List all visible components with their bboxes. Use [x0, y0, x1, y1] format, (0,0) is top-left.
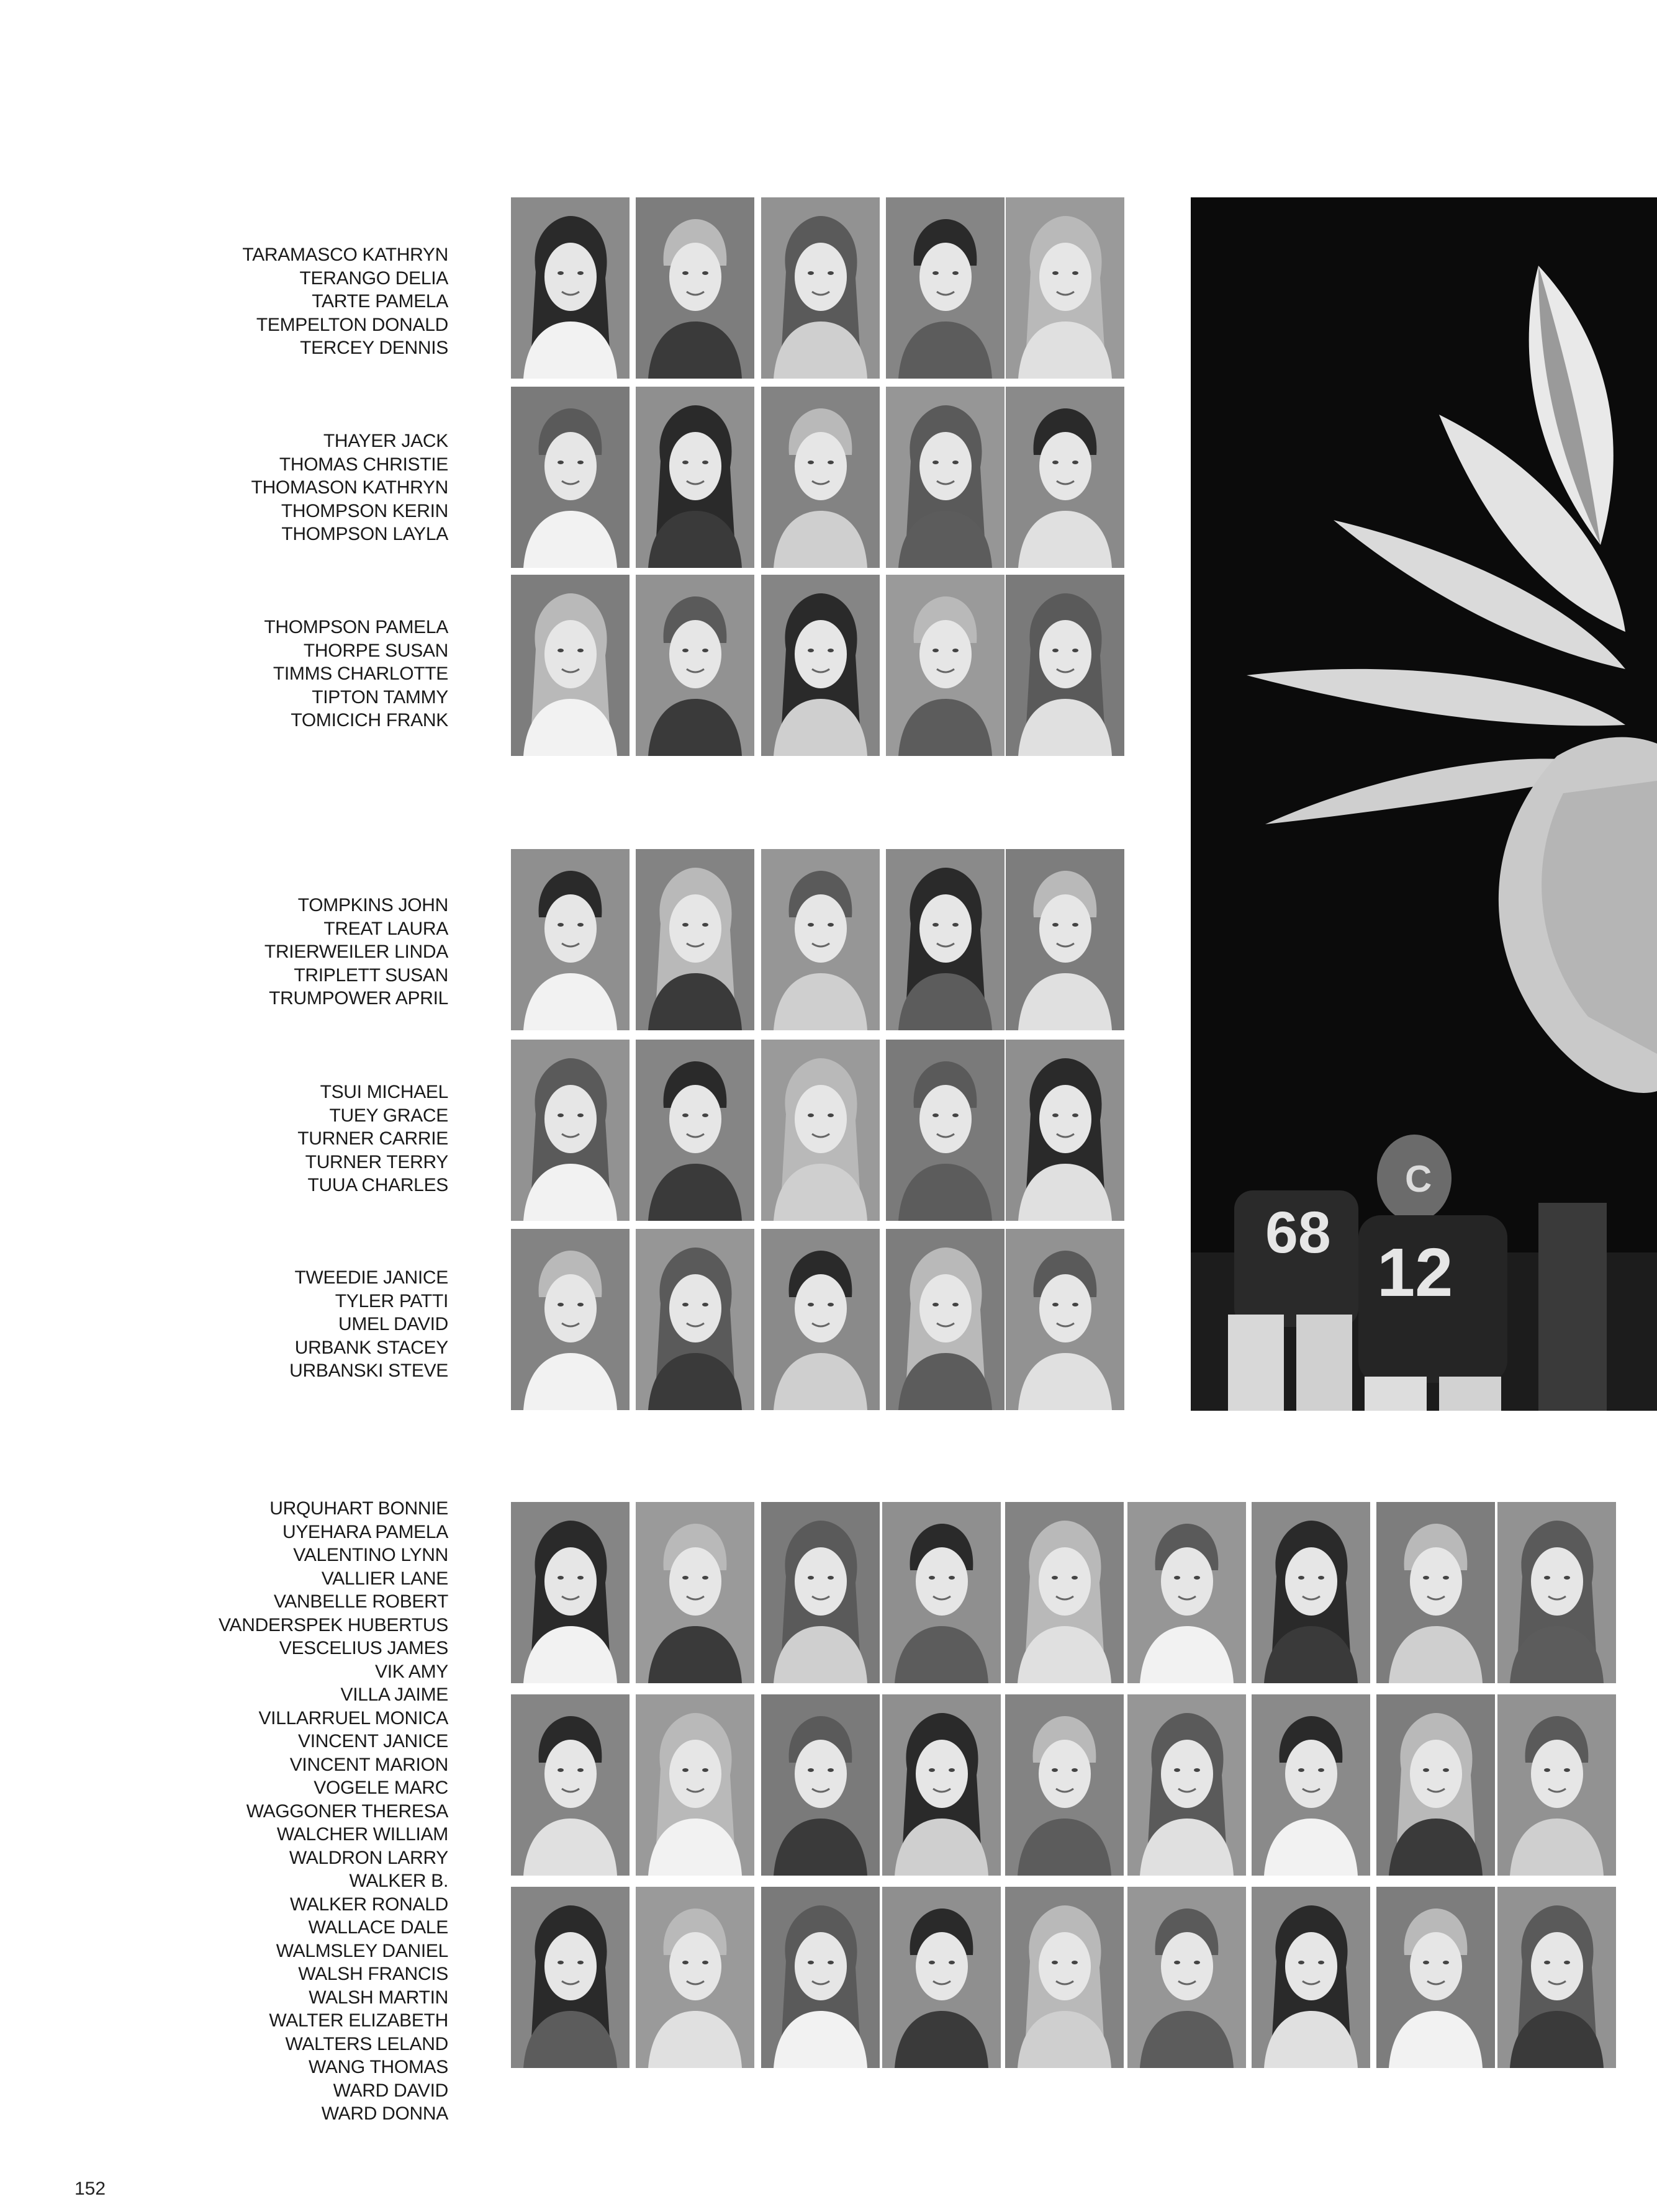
student-name: VINCENT MARION: [289, 1754, 448, 1775]
student-name: WAGGONER THERESA: [246, 1801, 448, 1822]
student-portrait: [1006, 1040, 1124, 1221]
student-portrait: [511, 1887, 630, 2068]
student-name: WALTER ELIZABETH: [269, 2010, 448, 2031]
student-portrait: [761, 1229, 880, 1410]
student-portrait: [511, 1502, 630, 1683]
student-portrait: [1127, 1694, 1246, 1876]
student-portrait: [636, 197, 754, 379]
student-name: WALTERS LELAND: [285, 2033, 448, 2054]
student-portrait: [1005, 1887, 1124, 2068]
student-name: TRIERWEILER LINDA: [264, 942, 448, 962]
student-name: TERANGO DELIA: [299, 268, 448, 289]
student-name: WANG THOMAS: [308, 2057, 448, 2077]
student-name: TUUA CHARLES: [307, 1175, 448, 1195]
student-name: VESCELIUS JAMES: [279, 1638, 448, 1658]
student-portrait: [636, 1229, 754, 1410]
student-name: UMEL DAVID: [338, 1314, 448, 1334]
student-name: THAYER JACK: [323, 431, 448, 451]
student-name: TURNER CARRIE: [297, 1128, 448, 1149]
student-portrait: [511, 1229, 630, 1410]
student-name: WALDRON LARRY: [289, 1847, 448, 1868]
student-portrait: [761, 1040, 880, 1221]
student-portrait: [1006, 1229, 1124, 1410]
student-name: URBANK STACEY: [294, 1337, 448, 1358]
student-portrait: [886, 575, 1005, 756]
name-list-group-3: [155, 616, 448, 732]
student-name: URBANSKI STEVE: [289, 1360, 448, 1381]
svg-text:C: C: [1405, 1158, 1432, 1200]
feature-photo-football: [1191, 197, 1657, 1411]
student-portrait: [882, 1502, 1001, 1683]
page-number: 152: [74, 2178, 106, 2199]
student-name: TSUI MICHAEL: [320, 1082, 448, 1102]
student-portrait: [1005, 1694, 1124, 1876]
student-name: TRIPLETT SUSAN: [294, 964, 448, 986]
student-name: WALKER B.: [349, 1871, 448, 1891]
name-list-group-6: [155, 1266, 448, 1383]
name-list-group-7: [155, 1497, 448, 2126]
student-portrait: [882, 1694, 1001, 1876]
student-portrait: [511, 1040, 630, 1221]
student-portrait: [511, 575, 630, 756]
student-portrait: [1006, 575, 1124, 756]
student-name: VILLA JAIME: [340, 1684, 448, 1705]
student-name: WALMSLEY DANIEL: [276, 1940, 448, 1961]
student-name: VIK AMY: [375, 1661, 448, 1682]
student-name: WALSH FRANCIS: [298, 1964, 448, 1984]
student-portrait: [636, 1040, 754, 1221]
student-portrait: [1376, 1694, 1495, 1876]
student-portrait: [1497, 1694, 1616, 1876]
student-name: THOMPSON KERIN: [281, 500, 448, 521]
student-name: TARAMASCO KATHRYN: [242, 245, 448, 265]
student-portrait: [1127, 1502, 1246, 1683]
student-name: TUEY GRACE: [329, 1105, 448, 1126]
student-portrait: [636, 387, 754, 568]
student-portrait: [886, 1040, 1005, 1221]
student-portrait: [882, 1887, 1001, 2068]
student-name: VALENTINO LYNN: [293, 1545, 448, 1565]
student-portrait: [761, 387, 880, 568]
student-portrait: [761, 1694, 880, 1876]
student-name: THOMAS CHRISTIE: [279, 454, 448, 475]
student-portrait: [761, 197, 880, 379]
student-portrait: [761, 849, 880, 1030]
student-portrait: [761, 1887, 880, 2068]
student-name: TIPTON TAMMY: [312, 686, 448, 708]
student-portrait: [1497, 1502, 1616, 1683]
name-list-group-5: [155, 1081, 448, 1197]
student-name: WARD DAVID: [333, 2080, 448, 2101]
student-portrait: [1497, 1887, 1616, 2068]
student-portrait: [1006, 387, 1124, 568]
student-name: VOGELE MARC: [314, 1778, 448, 1798]
student-name: VINCENT JANICE: [298, 1731, 448, 1751]
student-name: TOMPKINS JOHN: [297, 895, 448, 915]
name-list-group-2: [155, 429, 448, 546]
student-portrait: [1005, 1502, 1124, 1683]
student-name: WALLACE DALE: [308, 1917, 448, 1938]
student-portrait: [1252, 1502, 1370, 1683]
student-name: VALLIER LANE: [321, 1568, 448, 1589]
student-name: VILLARRUEL MONICA: [258, 1707, 448, 1729]
student-portrait: [511, 849, 630, 1030]
student-portrait: [1376, 1887, 1495, 2068]
student-name: THOMASON KATHRYN: [251, 477, 448, 498]
student-portrait: [886, 1229, 1005, 1410]
svg-text:12: 12: [1377, 1234, 1453, 1311]
student-portrait: [1376, 1502, 1495, 1683]
student-name: TOMICICH FRANK: [291, 710, 448, 731]
student-portrait: [886, 849, 1005, 1030]
student-portrait: [636, 849, 754, 1030]
student-portrait: [886, 387, 1005, 568]
student-portrait: [636, 1887, 754, 2068]
student-portrait: [761, 575, 880, 756]
student-name: TRUMPOWER APRIL: [269, 988, 448, 1009]
student-name: WALCHER WILLIAM: [276, 1824, 448, 1845]
student-portrait: [761, 1502, 880, 1683]
student-name: WALKER RONALD: [289, 1894, 448, 1915]
student-name: UYEHARA PAMELA: [282, 1521, 448, 1542]
student-name: TYLER PATTI: [335, 1290, 448, 1311]
student-name: WALSH MARTIN: [309, 1987, 448, 2008]
student-portrait: [511, 387, 630, 568]
student-name: TEMPELTON DONALD: [256, 314, 448, 335]
student-name: THOMPSON PAMELA: [264, 617, 448, 637]
student-name: WARD DONNA: [321, 2103, 448, 2124]
svg-text:68: 68: [1265, 1200, 1331, 1266]
student-name: THOMPSON LAYLA: [281, 524, 448, 544]
student-portrait: [511, 197, 630, 379]
student-name: TARTE PAMELA: [312, 291, 448, 312]
name-list-group-4: [155, 894, 448, 1010]
student-name: TWEEDIE JANICE: [294, 1267, 448, 1288]
student-portrait: [1127, 1887, 1246, 2068]
student-portrait: [511, 1694, 630, 1876]
student-portrait: [1252, 1887, 1370, 2068]
student-portrait: [1252, 1694, 1370, 1876]
student-portrait: [636, 1694, 754, 1876]
student-portrait: [636, 575, 754, 756]
student-portrait: [886, 197, 1005, 379]
student-portrait: [636, 1502, 754, 1683]
student-name: URQUHART BONNIE: [269, 1498, 448, 1519]
student-name: THORPE SUSAN: [303, 640, 448, 661]
student-name: TERCEY DENNIS: [300, 338, 448, 358]
student-name: TREAT LAURA: [323, 918, 448, 939]
student-name: VANBELLE ROBERT: [273, 1591, 448, 1612]
name-list-group-1: [155, 243, 448, 360]
student-portrait: [1006, 197, 1124, 379]
student-portrait: [1006, 849, 1124, 1030]
student-name: VANDERSPEK HUBERTUS: [219, 1614, 448, 1635]
student-name: TIMMS CHARLOTTE: [273, 663, 448, 684]
student-name: TURNER TERRY: [305, 1151, 448, 1172]
